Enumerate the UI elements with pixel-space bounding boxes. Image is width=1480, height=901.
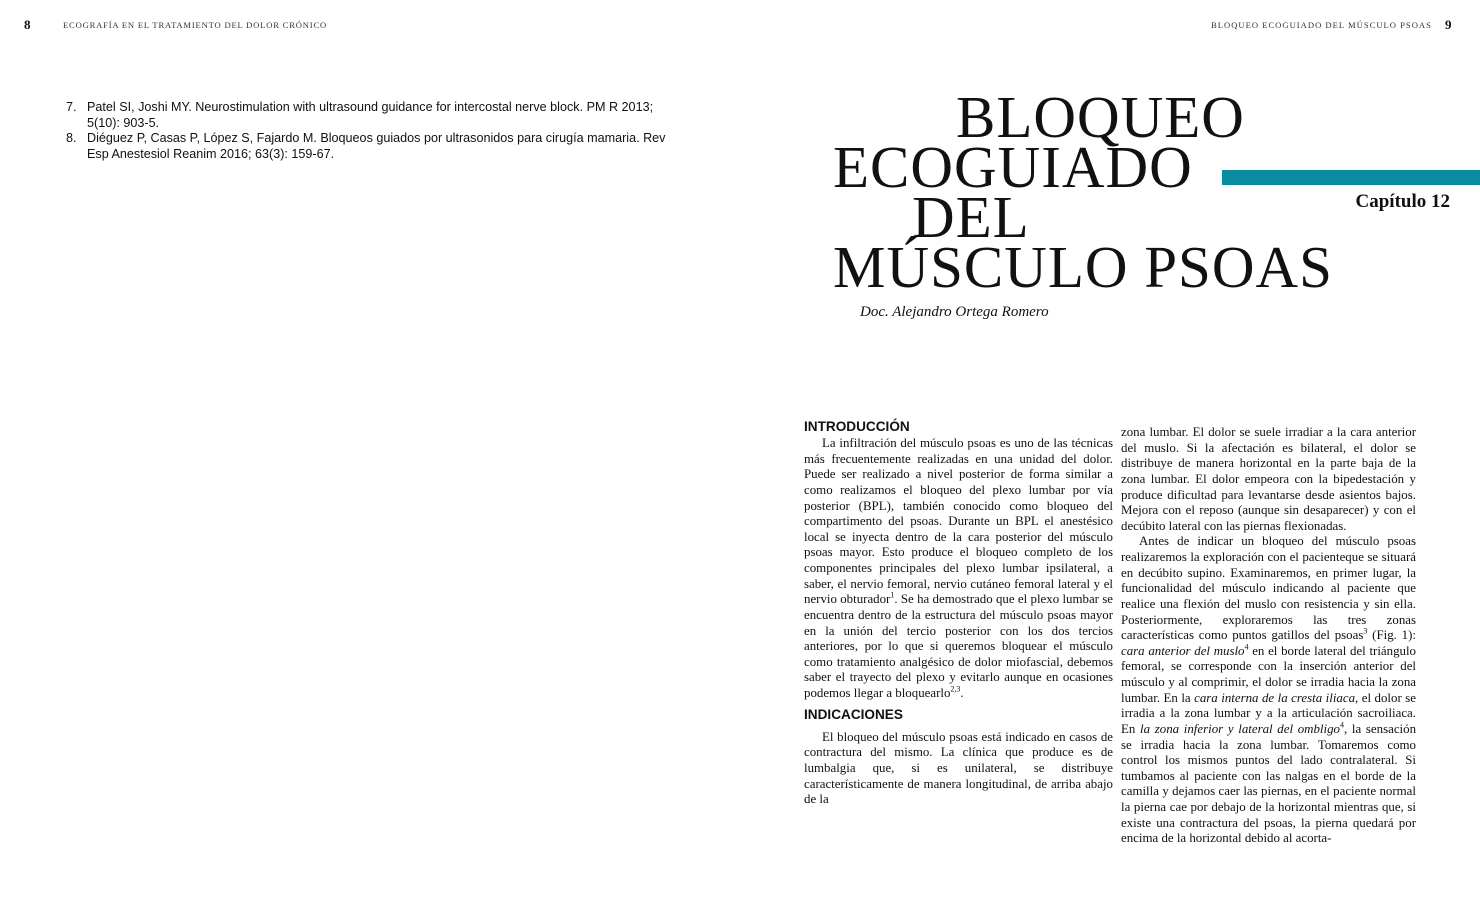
author-name: Doc. Alejandro Ortega Romero [860,304,1049,320]
section-heading-introduccion: INTRODUCCIÓN [804,419,910,434]
reference-text: Diéguez P, Casas P, López S, Fajardo M. Bloqueos guiados por ultrasonidos para cirugía mamaria. Rev Esp Anestesiol Reanim 2016; 63(3): 159-67. [87,131,666,161]
section-heading-indicaciones: INDICACIONES [804,706,903,722]
body-column-2 [1121,425,1416,847]
body-paragraph: Antes de indicar un bloqueo del músculo psoas realizaremos la exploración con el pacienteque se situará en decúbito supino. Examinaremos, en primer lugar, la funcionalidad del músculo indicando al paciente que realice una flexión del muslo con resistencia y sin ella. Posteriormente, exploraremos las tres zonas características como puntos gatillos del psoas$^3$ (Fig. 1): cara anterior del muslo$^4$ en el borde lateral del triángulo femoral, se corresponde con la inserción anterior del músculo y al comprimir, el dolor se irradia hacia la zona lumbar. En la cara interna de la cresta iliaca, el dolor se irradia a la zona lumbar y a la articulación sacroiliaca. En la zona inferior y lateral del ombligo$^4$, la sensación se irradia hacia la zona lumbar. Tomaremos como control los mismos puntos del lado contralateral. Si tumbamos al paciente con las nalgas en el borde de la camilla y dejamos caer las piernas, en el paciente normal la pierna cae por debajo de la horizontal mientras que, si existe una contractura del psoas, la pierna quedará por encima de la horizontal debido al acorta- [1121,534,1417,846]
body-paragraph: zona lumbar. El dolor se suele irradiar a la cara anterior del muslo. Si la afectación es bilateral, el dolor se distribuye de manera horizontal en la parte baja de la zona lumbar. El dolor empeora con la bipedestación y produce dificultad para levantarse desde asientos bajos. Mejora con el reposo (aunque sin desaparecer) y con el decúbito lateral con las piernas flexionadas. [1121,425,1416,533]
chapter-title-line-4: MÚSCULO PSOAS [833,234,1333,300]
chapter-title-line-1: BLOQUEO [956,84,1245,150]
indications-paragraph: El bloqueo del músculo psoas está indicado en casos de contractura del mismo. La clínica que produce es de lumbalgia que, si es unilateral, se distribuye característicamente de manera longitudinal, de arriba abajo de la [804,729,1113,807]
reference-item [66,131,666,162]
intro-paragraph: La infiltración del músculo psoas es uno de las técnicas más frecuentemente realizadas en una unidad del dolor. Puede ser realizado a nivel posterior de forma similar a como realizamos el bloqueo del plexo lumbar por vía posterior (BPL), también conocido como bloqueo del compartimento del psoas. Durante un BPL el anestésico local se inyecta dentro de la cara posterior del músculo psoas mayor. Esto produce el bloqueo completo de los componentes principales del plexo lumbar ipsilateral, a saber, el nervio femoral, nervio cutáneo femoral lateral y el nervio obturador$^1$. Se ha demostrado que el plexo lumbar se encuentra dentro de la estructura del músculo psoas mayor en la unión del tercio posterior con los dos tercios anteriores, por lo que si queremos bloquear el músculo como tratamiento analgésico de dolor miofascial, debemos saber el trayecto del plexo y evitarlo aunque en ocasiones podemos llegar a bloquearlo$^{2,3}$. [804,436,1113,700]
reference-list [66,100,666,162]
citation-superscript: 4 [1244,642,1249,652]
citation-superscript: 2,3 [950,684,961,694]
citation-superscript: 3 [1363,626,1368,636]
chapter-title-line-2: ECOGUIADO [833,134,1193,200]
citation-superscript: 1 [890,590,895,600]
reference-number: 7. [66,100,77,114]
body-column-1 [804,418,1113,808]
chapter-label: Capítulo 12 [1355,191,1450,212]
running-head-right: BLOQUEO ECOGUIADO DEL MÚSCULO PSOAS [1211,20,1432,30]
running-head-left: ECOGRAFÍA EN EL TRATAMIENTO DEL DOLOR CRÓNICO [63,20,327,30]
reference-number: 8. [66,131,77,145]
page-number-left: 8 [24,17,31,32]
reference-item [66,100,666,131]
chapter-title-line-3: DEL [912,184,1030,250]
page-number-right: 9 [1445,17,1452,32]
citation-superscript: 4 [1340,720,1344,730]
accent-bar [1222,170,1480,185]
reference-text: Patel SI, Joshi MY. Neurostimulation with ultrasound guidance for intercostal nerve block. PM R 2013; 5(10): 903-5. [87,100,654,130]
